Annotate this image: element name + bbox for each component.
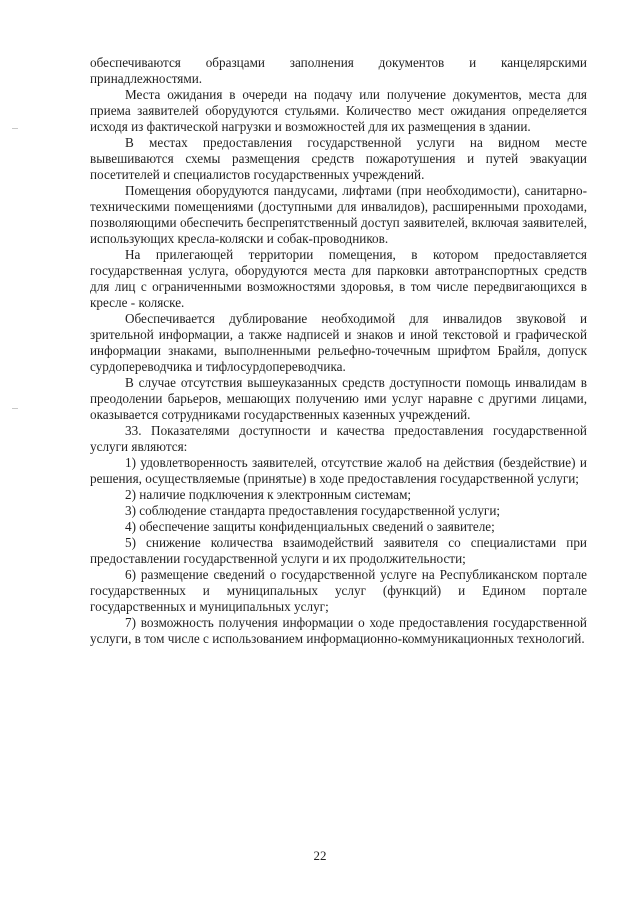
paragraph-fire-safety: В местах предоставления государственной услуги на видном месте вывешиваются схемы размещения средств пожаротушения и путей эвакуации посетителей и специалистов государственных учреждений.: [90, 135, 587, 182]
paragraph-accessibility-equipment: Помещения оборудуются пандусами, лифтами (при необходимости), санитарно-техническими помещениями (доступными для инвалидов), расширенными проходами, позволяющими обеспечить беспрепятственный доступ заявителей, включая заявителей, использующих кресла-коляски и собак-проводников.: [90, 183, 587, 246]
page-number: 22: [313, 848, 327, 863]
list-item-2: 2) наличие подключения к электронным системам;: [125, 487, 412, 502]
list-item-6: 6) размещение сведений о государственной услуге на Республиканском портале государственных и муниципальных услуг (функций) и Едином портале государственных и муниципальных услуг;: [90, 567, 587, 614]
scan-margin-mark: [12, 408, 18, 409]
list-item-4: 4) обеспечение защиты конфиденциальных сведений о заявителе;: [125, 519, 495, 534]
scan-margin-mark: [12, 128, 18, 129]
section-33-heading: 33. Показателями доступности и качества предоставления государственной услуги являются:: [90, 423, 587, 454]
paragraph-parking: На прилегающей территории помещения, в котором предоставляется государственная услуга, оборудуются места для парковки автотранспортных средств для лиц с ограниченными возможностями здоровья, в том числе передвигающихся в кресле - коляске.: [90, 247, 587, 310]
paragraph-braille: Обеспечивается дублирование необходимой для инвалидов звуковой и зрительной информации, а также надписей и знаков и иной текстовой и графической информации знаками, выполненными рельефно-точечным шрифтом Брайля, допуск сурдопереводчика и тифлосурдопереводчика.: [90, 311, 587, 374]
paragraph-continuation: обеспечиваются образцами заполнения документов и канцелярскими принадлежностями.: [90, 55, 587, 86]
document-body: [90, 55, 587, 647]
paragraph-waiting-areas: Места ожидания в очереди на подачу или получение документов, места для приема заявителей оборудуются стульями. Количество мест ожидания определяется исходя из фактической нагрузки и возможностей для их размещения в здании.: [90, 87, 587, 134]
paragraph-assistance: В случае отсутствия вышеуказанных средств доступности помощь инвалидам в преодолении барьеров, мешающих получению ими услуг наравне с другими лицами, оказывается сотрудниками государственных казенных учреждений.: [90, 375, 587, 422]
list-item-3: 3) соблюдение стандарта предоставления государственной услуги;: [125, 503, 501, 518]
list-item-1: 1) удовлетворенность заявителей, отсутствие жалоб на действия (бездействие) и решения, осуществляемые (принятые) в ходе предоставления государственной услуги;: [90, 455, 587, 486]
list-item-7: 7) возможность получения информации о ходе предоставления государственной услуги, в том числе с использованием информационно-коммуникационных технологий.: [90, 615, 587, 646]
list-item-5: 5) снижение количества взаимодействий заявителя со специалистами при предоставлении государственной услуги и их продолжительности;: [90, 535, 587, 566]
